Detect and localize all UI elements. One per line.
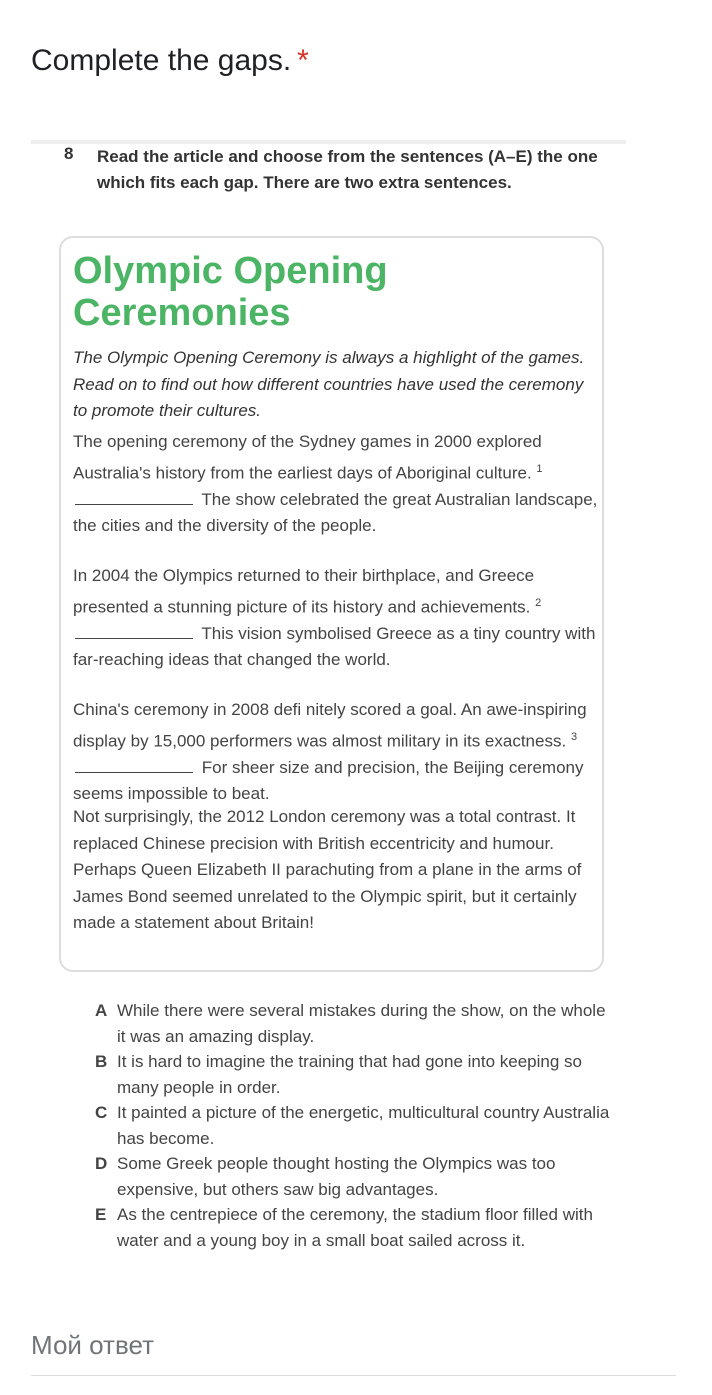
option-d bbox=[95, 1151, 615, 1202]
answer-field[interactable] bbox=[31, 1330, 676, 1361]
worksheet-image bbox=[31, 140, 626, 1290]
article-title: Olympic Opening Ceremonies bbox=[73, 250, 388, 334]
option-b-text: It is hard to imagine the training that had gone into keeping so many people in order. bbox=[117, 1052, 582, 1097]
gap-3-number: 3 bbox=[570, 730, 578, 743]
option-d-letter: D bbox=[95, 1154, 108, 1173]
answer-underline bbox=[31, 1375, 676, 1376]
paragraph-1-before: The opening ceremony of the Sydney games in 2000 explored Australia's history from the earliest days of Aboriginal culture. bbox=[73, 432, 542, 483]
option-e-text: As the centrepiece of the ceremony, the stadium floor filled with water and a young boy in a small boat sailed across it. bbox=[117, 1205, 593, 1250]
option-a bbox=[95, 998, 615, 1049]
option-c-letter: C bbox=[95, 1103, 108, 1122]
option-a-text: While there were several mistakes during the show, on the whole it was an amazing display. bbox=[117, 1001, 606, 1046]
article-paragraph-2 bbox=[73, 563, 603, 674]
option-b-letter: B bbox=[95, 1052, 108, 1071]
gap-1-number: 1 bbox=[536, 462, 543, 475]
task-instructions: Read the article and choose from the sentences (A–E) the one which fits each gap. There are two extra sentences. bbox=[97, 147, 598, 192]
paragraph-3-before: China's ceremony in 2008 defi nitely scored a goal. An awe-inspiring display by 15,000 performers was almost military in its exactness. bbox=[73, 700, 587, 751]
option-e bbox=[95, 1202, 615, 1253]
task-number: 8 bbox=[64, 144, 74, 163]
question-title bbox=[31, 44, 309, 78]
option-a-letter: A bbox=[95, 1001, 108, 1020]
question-title-text: Complete the gaps. bbox=[31, 44, 292, 77]
paragraph-3-after: For sheer size and precision, the Beijing ceremony seems impossible to beat. bbox=[73, 757, 584, 804]
paragraph-2-after: This vision symbolised Greece as a tiny country with far-reaching ideas that changed the world. bbox=[73, 623, 596, 670]
paragraph-2-before: In 2004 the Olympics returned to their birthplace, and Greece presented a stunning picture of its history and achievements. bbox=[73, 566, 535, 617]
required-mark: * bbox=[297, 44, 309, 77]
article-paragraph-1 bbox=[73, 429, 603, 540]
option-b bbox=[95, 1049, 615, 1100]
gap-2-blank bbox=[75, 624, 193, 639]
gap-3-blank bbox=[75, 758, 193, 773]
paragraph-1-after: The show celebrated the great Australian landscape, the cities and the diversity of the people. bbox=[73, 489, 598, 536]
gap-1-blank bbox=[75, 490, 193, 505]
article-paragraph-3 bbox=[73, 697, 603, 808]
article-intro: The Olympic Opening Ceremony is always a highlight of the games. Read on to find out how different countries have used the ceremony to promote their cultures. bbox=[73, 348, 585, 420]
option-d-text: Some Greek people thought hosting the Olympics was too expensive, but others saw big advantages. bbox=[117, 1154, 556, 1199]
option-c-text: It painted a picture of the energetic, multicultural country Australia has become. bbox=[117, 1103, 610, 1148]
options-list bbox=[95, 998, 615, 1253]
article-paragraph-4: Not surprisingly, the 2012 London ceremony was a total contrast. It replaced Chinese precision with British eccentricity and humour. Perhaps Queen Elizabeth II parachuting from a plane in the arms of James Bond seemed unrelated to the Olympic spirit, but it certainly made a statement about Britain! bbox=[73, 807, 582, 932]
option-c bbox=[95, 1100, 615, 1151]
answer-placeholder[interactable]: Мой ответ bbox=[31, 1330, 154, 1360]
option-e-letter: E bbox=[95, 1205, 107, 1224]
gap-2-number: 2 bbox=[535, 596, 542, 609]
